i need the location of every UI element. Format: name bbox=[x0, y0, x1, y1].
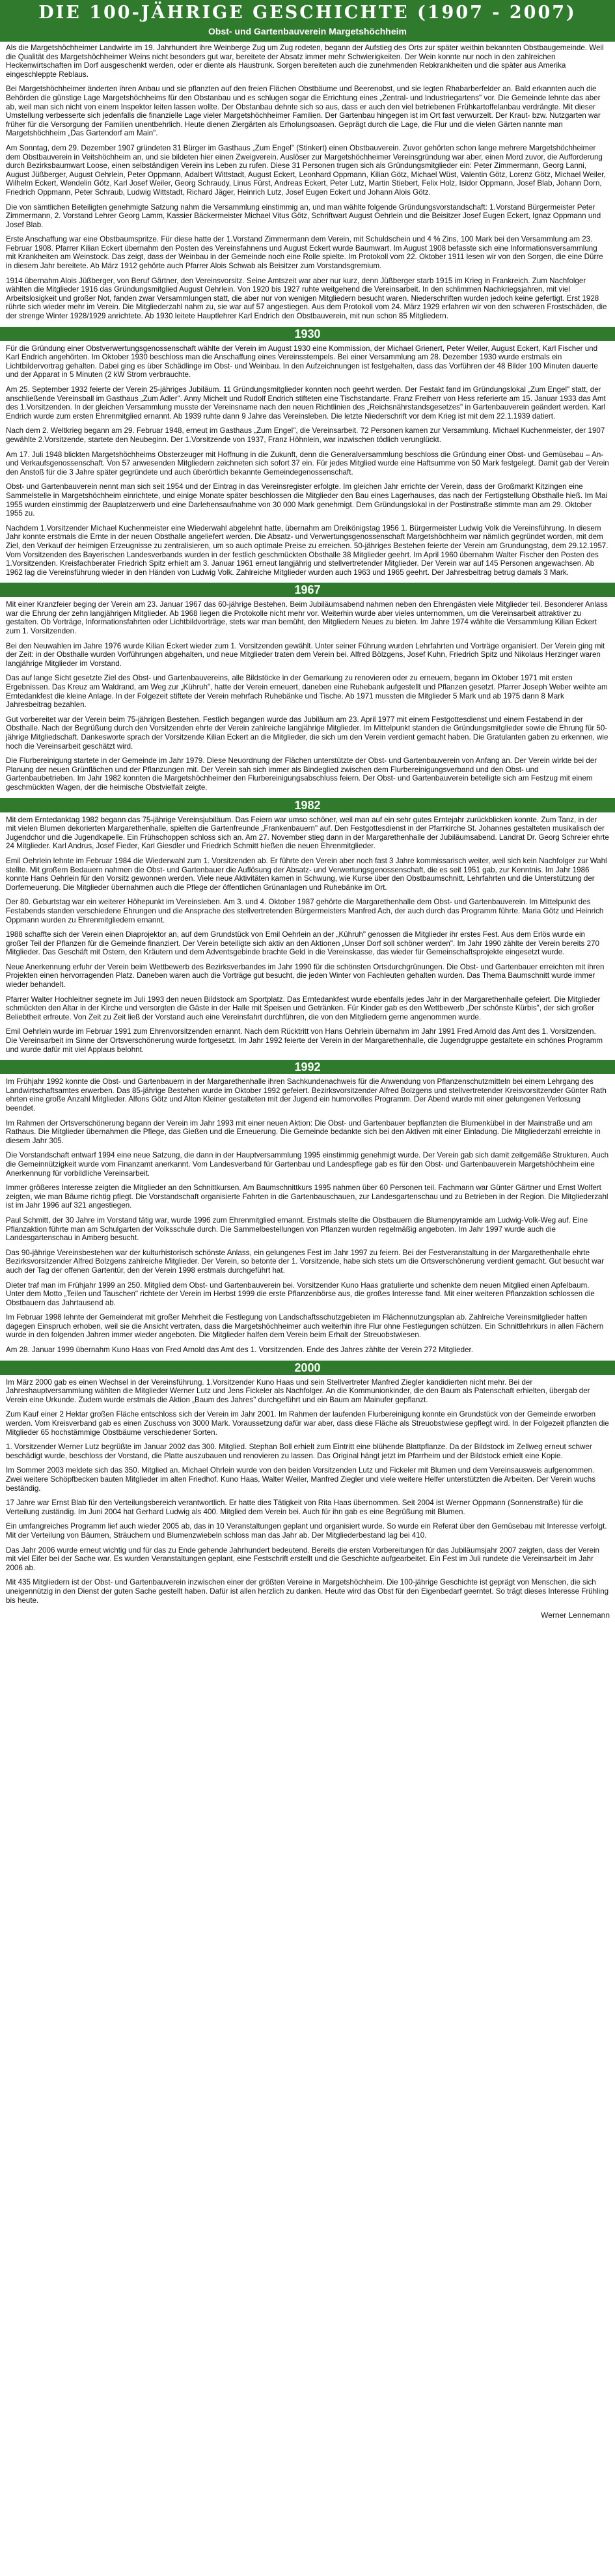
paragraph: Am Sonntag, dem 29. Dezember 1907 gründeten 31 Bürger im Gasthaus „Zum Engel" (Stinkert) einen Obstbauverein. Zuvor gehörten schon lange mehrere Margetshöchheimer dem Obstbauverein in Veitshöchheim an, und sie bildeten hier einen Zweigverein. Auslöser zur Margetshöchheimer Vereinsgründung war aber, einen Mord zuvor, die Aufforderung durch Bezirksbaumwart Loose, einen selbständigen Verein ins Leben zu rufen. Diese 31 Personen trugen sich als Gründungsmitglieder ein: Peter Zimmermann, Georg Lanni, August Jüßberger, August Oehrlein, Peter Oppmann, Adalbert Wittstadt, August Eckert, Leonhard Oppmann, Kilian Götz, Michael Wüst, Valentin Götz, Lorenz Götz, Michael Weiler, Wilhelm Eckert, Wendelin Götz, Karl Josef Weiler, Georg Schraudy, Linus Fürst, Andreas Eckert, Peter Lutz, Martin Stiebert, Felix Holz, Isidor Oppmann, Josef Blab, Johann Dorn, Friedrich Oppmann, Peter Schraub, Ludwig Wittstadt, Richard Jäger, Heinrich Lutz, Josef Eugen Eckert und Johann Alois Götz. bbox=[6, 143, 606, 197]
paragraph: 17 Jahre war Ernst Blab für den Verteilungsbereich verantwortlich. Er hatte dies Tätigkeit von Rita Haas übernommen. Seit 2004 ist Werner Oppmann (Sonnenstraße) für die Verteilung zuständig. Im Juni 2004 hat Gerhard Ludwig als 400. Mitglied dem Verein bei. Auch für ihn gab es eine Begrüßung mit Blumen. bbox=[6, 1499, 583, 1516]
paragraph: Paul Schmitt, der 30 Jahre im Vorstand tätig war, wurde 1996 zum Ehrenmitglied ernannt. Erstmals stellte die Obstbauern die Blumenpyramide am Ludwig-Volk-Weg auf. Eine Pflanzaktion führte man am Schulgarten der Volksschule durch. Die Sammelbestellungen von Pflanzen wurden regelmäßig angeboten. Im Jahr 1997 wurde auch die Landesgartenschau in Amberg besucht. bbox=[6, 1215, 588, 1243]
paragraph: Die von sämtlichen Beteiligten genehmigte Satzung nahm die Versammlung einstimmig an, und man wählte folgende Gründungsvorstandschaft: 1.Vorstand Bürgermeister Peter Zimmermann, 2. Vorstand Lehrer Georg Lamm, Kassier Bäckermeister Michael Vitus Götz, Schriftwart August Oehrlein und die Beisitzer Josef Eugen Eckert, Ignaz Oppmann und Josef Blab. bbox=[6, 202, 601, 229]
year-heading: 1982 bbox=[0, 798, 615, 812]
paragraph: Als die Margetshöchheimer Landwirte im 19. Jahrhundert ihre Weinberge Zug um Zug rodeten, begann der Aufstieg des Orts zur später weithin bekannten Obstbaugemeinde. Weil die Qualität des Margetshöchheimer Weins nicht besonders gut war, bereitete der Absatz immer mehr Schwierigkeiten. Der Wein konnte nur noch in den zahlreichen Heckenwirtschaften im Dorf ausgeschenkt werden, oder er diente als Haustrunk. Sorgen bereiteten auch die zunehmenden Rebkrankheiten und die später aus Amerika eingeschleppte Reblaus. bbox=[6, 44, 604, 79]
header-banner bbox=[0, 0, 615, 42]
paragraph: Das auf lange Sicht gesetzte Ziel des Obst- und Gartenbauvereins, alle Bildstöcke in der Gemarkung zu renovieren oder zu erneuern, begann im Oktober 1971 mit ersten Ergebnissen. Das Kreuz am Waldrand, am Weg zur „Kühruh", hatte der Verein erneuert, daneben eine Ruhebank aufgestellt und Pflanzen gesetzt. Pfarrer Joseph Weber weihte am Erntedankfest die kleine Anlage. In der Folgezeit stiftete der Verein mehrfach Ruhebänke und Tische. Ab 1971 mussten die Mitglieder 5 Mark und ab 1975 dann 8 Mark Jahresbeitrag bezahlen. bbox=[6, 674, 608, 710]
paragraph: 1988 schaffte sich der Verein einen Diaprojektor an, auf dem Grundstück von Emil Oehrlein an der „Kühruh" genossen die Mitglieder ihr erstes Fest. Aus dem Erlös wurde ein großer Teil der Pflanzen für die Gemeinde finanziert. Der Verein beteiligte sich aktiv an den Aktionen „Unser Dorf soll schöner werden". Im Jahr 1990 zählte der Verein bereits 270 Mitglieder. Das Geschäft mit Ostern, den Kräutern und dem Adventsgebinde brachte Geld in die Vereinskasse, das wieder für Gemeinschaftsprojekte eingesetzt wurde. bbox=[6, 930, 599, 957]
year-heading: 2000 bbox=[0, 1361, 615, 1375]
article-body bbox=[0, 42, 615, 1605]
paragraph: Die Flurbereinigung startete in der Gemeinde im Jahr 1979. Diese Neuordnung der Flächen unterstützte der Obst- und Gartenbauverein von Anfang an. Der Verein wirkte bei der Planung der neuen Grünflächen und der Pflanzungen mit. Der Verein sah sich immer als Bindeglied zwischen dem Flurbereinigungsverband und den Obst- und Gartenbaubetrieben. Im Jahr 1982 konnten die Margetshöchheimer den Flurbereinigungsabschluss feiern. Der Obst- und Gartenbauverein beteiligte sich am Festzug mit einem geschmückten Wagen, der die heimische Obstvielfalt zeigte. bbox=[6, 756, 597, 792]
paragraph: Dieter traf man im Frühjahr 1999 an 250. Mitglied dem Obst- und Gartenbauverein bei. Vorsitzender Kuno Haas gratulierte und schenkte dem neuen Mitglied einen Apfelbaum. Unter dem Motto „Teilen und Tauschen" richtete der Verein im Herbst 1999 die erste Pflanzenbörse aus, die großes Interesse fand. Mit einer weiteren Pflanzaktion schlossen die Obstbauern das Jahrtausend ab. bbox=[6, 1281, 595, 1307]
paragraph: Immer größeres Interesse zeigten die Mitglieder an den Schnittkursen. Am Baumschnittkurs 1995 nahmen über 60 Personen teil. Fachmann war Günter Gärtner und Ernst Wolfert zeigten, wie man Bäume richtig pflegt. Die Vorstandschaft organisierte Fahrten in die Gartenbauschauen, zur Landesgartenschau und zu Betrieben in der Region. Die Mitgliederzahl ist im Jahr 1996 auf 321 angestiegen. bbox=[6, 1184, 608, 1210]
paragraph: Ein umfangreiches Programm lief auch wieder 2005 ab, das in 10 Veranstaltungen geplant und organisiert wurde. So wurde ein Referat über den Gemüsebau mit Interesse verfolgt. Mit der Verteilung von Bäumen, Sträuchern und Blumenzwiebeln schloss man das Jahr ab. Der Mitgliederbestand lag bei 410. bbox=[6, 1522, 607, 1540]
paragraph: Pfarrer Walter Hochleitner segnete im Juli 1993 den neuen Bildstock am Sportplatz. Das Erntedankfest wurde ebenfalls jedes Jahr in der Margarethenhalle gefeiert. Die Mitglieder schmückten den Altar in der Kirche und versorgten die Gäste in der Halle mit Speisen und Getränken. Für Kinder gab es den Wettbewerb „Der schönste Kürbis", der sich großer Beliebtheit erfreute. Von Zeit zu Zeit ließ der Vorstand auch eine Vereinsfahrt durchführen, die von den Mitgliedern gerne angenommen wurde. bbox=[6, 995, 601, 1021]
paragraph: Emil Oehrlein wurde im Februar 1991 zum Ehrenvorsitzenden ernannt. Nach dem Rücktritt von Hans Oehrlein übernahm im Jahr 1991 Fred Arnold das Amt des 1. Vorsitzenden. Die Vereinsarbeit im Sinne der Ortsverschönerung wurde fortgesetzt. Im Jahr 1992 feierte der Verein in der Margarethenhalle, die Jugendgruppe gestaltete ein schönes Programm und wurde dafür mit viel Applaus belohnt. bbox=[6, 1027, 603, 1054]
paragraph: Die Vorstandschaft entwarf 1994 eine neue Satzung, die dann in der Hauptversammlung 1995 einstimmig genehmigt wurde. Der Verein gab sich damit zeitgemäße Strukturen. Auch die Gemeinnützigkeit wurde vom Finanzamt anerkannt. Vom Landesverband für Gartenbau und Landespflege gab es für den Obst- und Gartenbauverein Margetshöchheim eine Anerkennung für vorbildliche Vereinsarbeit. bbox=[6, 1151, 609, 1178]
paragraph: Für die Gründung einer Obstverwertungsgenossenschaft wählte der Verein im August 1930 eine Kommission, der Michael Grienert, Peter Weiler, August Eckert, Karl Fischer und Karl Endrich angehörten. Im Oktober 1930 beschloss man die Anschaffung eines Vereinsstempels. Bei einer Versammlung am 28. Dezember 1930 wurde erstmals ein Lichtbildervortrag gehalten. Dabei ging es über Schädlinge im Obst- und Weinbau. In den Aufzeichnungen ist festgehalten, dass das Vorführen der 48 Bilder 100 Minuten dauerte und der Apparat in 5 Minuten (2 kW Strom verbrauchte. bbox=[6, 344, 598, 380]
paragraph: Der 80. Geburtstag war ein weiterer Höhepunkt im Vereinsleben. Am 3. und 4. Oktober 1987 gehörte die Margarethenhalle dem Obst- und Gartenbauverein. Im Mittelpunkt des Festabends standen verschiedene Ehrungen und die Ansprache des stellvertretenden Bürgermeisters Manfred Ach, der auch durch das Programm führte. Maria Götz und Heinrich Oppmann wurden zu Ehrenmitgliedern ernannt. bbox=[6, 898, 604, 924]
paragraph: 1914 übernahm Alois Jüßberger, von Beruf Gärtner, den Vereinsvorsitz. Seine Amtszeit war aber nur kurz, denn Jüßberger starb 1915 im Krieg in Frankreich. Zum Nachfolger wählten die Mitglieder 1916 das Gründungsmitglied August Oehrlein. Von 1920 bis 1927 ruhte weitgehend die Vereinsarbeit. In den schlimmen Nachkriegsjahren, mit viel Arbeitslosigkeit und großer Not, fanden zwar Versammlungen statt, die aber nur von wenigen Mitgliedern besucht waren. Niederschriften wurden jedoch keine gefertigt. Erst 1928 rührte sich wieder mehr im Verein. Die Mitgliederzahl nahm zu, sie war auf 57 angestiegen. Aus dem Protokoll vom 24. März 1929 erfahren wir von den schweren Frostschäden, die der strenge Winter 1928/1929 anrichtete. Ab 1930 leitete Hauptlehrer Karl Endrich den Obstbauverein, mit nun schon 85 Mitgliedern. bbox=[6, 276, 607, 321]
paragraph: Im Rahmen der Ortsverschönerung begann der Verein im Jahr 1993 mit einer neuen Aktion: Die Obst- und Gartenbauer bepflanzten die Blumenkübel in der Mainstraße und am Rathaus. Die Mitglieder übernahmen die Pflege, das Gießen und die Erneuerung. Die Gemeinde bedankte sich bei den Aktiven mit einer Einladung. Die Mitgliederzahl erreichte in diesem Jahr 305. bbox=[6, 1118, 601, 1145]
paragraph: Mit dem Erntedanktag 1982 begann das 75-jährige Vereinsjubiläum. Das Feiern war umso schöner, weil man auf ein sehr gutes Erntejahr zurückblicken konnte. Zum Tanz, in der mit vielen Blumen dekorierten Margarethenhalle, spielten die Gartenfreunde „Frankenbauern" auf. Den Festgottesdienst in der Pfarrkirche St. Johannes gestalteten musikalisch der Jugendchor und die Jugendkapelle. Ein Frühschoppen schloss sich an. Am 27. November stieg dann in der Margarethenhalle der Jubiläumsabend. Landrat Dr. Georg Schreier ehrte 24 Mitglieder. Karl Andrus, Josef Fieder, Karl Giesdler und Friedrich Schmitt hießen die neuen Ehrenmitglieder. bbox=[6, 815, 609, 851]
year-heading: 1992 bbox=[0, 1060, 615, 1074]
paragraph: Das Jahr 2006 wurde erneut wichtig und für das zu Ende gehende Jahrhundert bedeutend. Bereits die ersten Vorbereitungen für das Jubiläumsjahr 2007 zeigten, dass der Verein mit viel Eifer bei der Sache war. Es wurden Veranstaltungen geplant, eine Festschrift erstellt und die Geschichte aufgearbeitet. Ein Fest im Juli rundete die Vereinsarbeit im Jahr 2006 ab. bbox=[6, 1545, 599, 1572]
paragraph: Nach dem 2. Weltkrieg begann am 29. Februar 1948, erneut im Gasthaus „Zum Engel", die Vereinsarbeit. 72 Personen kamen zur Versammlung. Michael Kuchenmeister, der 1907 gewählte 2.Vorsitzende, startete den Neubeginn. Der 1.Vorsitzende von 1937, Franz Höhnlein, war inzwischen tödlich verunglückt. bbox=[6, 426, 605, 444]
paragraph: Im Februar 1998 lehnte der Gemeinderat mit großer Mehrheit die Festlegung von Landschaftsschutzgebieten im Flächennutzungsplan ab. Zahlreiche Vereinsmitglieder hatten dagegen Einspruch erhoben, weil sie die Ansicht vertraten, dass die Margetshöchheimer auch weiterhin ihre Flur ohne Festlegungen schützen. Ein Schnittlehrkurs in allen Fächern wurde in den folgenden Jahren immer wieder angeboten. Die Mitglieder halfen dem Verein beim Erhalt der Streuobstwiesen. bbox=[6, 1313, 604, 1340]
paragraph: 1. Vorsitzender Werner Lutz begrüßte im Januar 2002 das 300. Mitglied. Stephan Boll erhielt zum Eintritt eine blühende Blattpflanze. Da der Bildstock im Zellweg erneut schwer beschädigt wurde, beschloss der Vorstand, die Platte auszubauen und renovieren zu lassen. Das Original hängt jetzt im Pfarrheim und der Bildstock erhielt eine Kopie. bbox=[6, 1443, 592, 1460]
paragraph: Das 90-jährige Vereinsbestehen war der kulturhistorisch schönste Anlass, ein gelungenes Fest im Jahr 1997 zu feiern. Bei der Festveranstaltung in der Margarethenhalle ehrte Bezirksvorsitzender Alfred Bolzgens zahlreiche Mitglieder. Der Verein, so betonte der 1. Vorsitzende, habe sich stets um die Ortsverschönerung verdient gemacht. Gut besucht war auch der Tag der offenen Gartentür, den der Verein 1998 erstmals durchgeführt hat. bbox=[6, 1248, 604, 1275]
paragraph: Neue Anerkennung erfuhr der Verein beim Wettbewerb des Bezirksverbandes im Jahr 1990 für die schönsten Ortsdurchgrünungen. Die Obst- und Gartenbauer erreichten mit ihren Projekten einen hervorragenden Platz. Daneben waren auch die Vorträge gut besucht, die jeden Winter von Fachleuten gehalten wurden. Das Thema Baumschnitt wurde immer wieder behandelt. bbox=[6, 962, 605, 990]
paragraph: Am 25. September 1932 feierte der Verein 25-jähriges Jubiläum. 11 Gründungsmitglieder konnten noch geehrt werden. Der Festakt fand im Gründungslokal „Zum Engel" statt, der anschließende Vereinsball im Gasthaus „Zum Adler". Anny Michelt und Rudolf Endrich stifteten eine Tischstandarte. Franz Freiherr von Hess referierte am 15. Januar 1933 das Amt des 1.Vorsitzenden. In der gleichen Versammlung musste der Vereinsname nach den neuen Richtlinien des „Reichsnährstandsgesetzes" in Gartenbauverein geändert werden. Karl Endrich wurde zum ersten Ehrenmitglied ernannt. Ab 1939 ruhte dann 9 Jahre das Vereinsleben. Die letzte Niederschrift vor dem Krieg ist mit dem 22.1.1939 datiert. bbox=[6, 385, 606, 421]
year-heading: 1930 bbox=[0, 327, 615, 341]
paragraph: Bei Margetshöchheimer änderten ihren Anbau und sie pflanzten auf den freien Flächen Obstbäume und Beerenobst, und sie legten Rhabarberfelder an. Bald erkannten auch die Behörden die günstige Lage Margetshöchheims für den Obstanbau und es schlugen sogar die Errichtung eines „Zentral- und Industriegartens" vor. Die Gemeinde lehnte das aber ab, weil man sich nicht von einem Inspektor leiten lassen wollte. Der Obstanbau dehnte sich so aus, dass er auch den viel betriebenen Frühkartoffelanbau verdrängte. Mit dieser Umstellung verbesserte sich jedenfalls die finanzielle Lage vieler Margetshöchheimer Familien. Der Gartenbau hingegen ist im Ort fast verwurzelt. Der Kraut- bzw. Nutzgarten war früher für die Versorgung der Familien unentbehrlich. Heute dienen Ziergärten als Erholungsoasen. Geprägt durch die Lage, die Flur und die vielen Gärten nannte man Margetshöchheim „Das Gartendorf am Main". bbox=[6, 85, 601, 138]
author-signature: Werner Lennemann bbox=[541, 1611, 610, 1620]
paragraph: Am 17. Juli 1948 blickten Margetshöchheims Obsterzeuger mit Hoffnung in die Zukunft, denn die Generalversammlung beschloss die Gründung einer Obst- und Gemüsebau – An- und Verkaufsgenossenschaft. Von 57 anwesenden Mitgliedern zeichneten sich sofort 37 ein. Für jedes Mitglied wurde eine Haftsumme von 50 Mark festgelegt. Damit gab der Verein den Anstoß für die 3 Jahre später gegründete und auch überörtlich bekannte Gemeindegenossenschaft. bbox=[6, 450, 609, 477]
paragraph: Im März 2000 gab es einen Wechsel in der Vereinsführung. 1.Vorsitzender Kuno Haas und sein Stellvertreter Manfred Ziegler kandidierten nicht mehr. Bei der Jahreshauptversammlung wählten die Mitglieder Werner Lutz und Jens Fickeler als Nachfolger. An die Kommunionkinder, die den Baum als Patenschaft erhielten, übergab der Verein eine Urkunde. Zudem wurde erstmals die Aktion „Baum des Jahres" durchgeführt und ein Baum am Mainufer gepflanzt. bbox=[6, 1378, 590, 1404]
page-title: DIE 100-JÄHRIGE GESCHICHTE (1907 - 2007) bbox=[38, 3, 577, 23]
paragraph: Erste Anschaffung war eine Obstbaumspritze. Für diese hatte der 1.Vorstand Zimmermann dem Verein, mit Schuldschein und 4 % Zins, 100 Mark bei den Versammlung am 23. Februar 1908. Pfarrer Kilian Eckert übernahm den Posten des Vereinsfahnens und August Eckert wurde Baumwart. Im August 1908 befasste sich eine Informationsversammlung mit Krankheiten am Weinstock. Das zeigt, dass der Weinbau in der Gemeinde noch eine Rolle spielte. Im Protokoll vom 22. Oktober 1911 lesen wir von den Sorgen, die eine Dürre in diesem Jahr bereitete. Ab März 1912 gehörte auch Pfarrer Alois Schwab als Beisitzer zum Vorstandsgremium. bbox=[6, 235, 603, 271]
paragraph: Am 28. Januar 1999 übernahm Kuno Haas von Fred Arnold das Amt des 1. Vorsitzenden. Ende des Jahres zählte der Verein 272 Mitglieder. bbox=[6, 1346, 473, 1355]
paragraph: Gut vorbereitet war der Verein beim 75-jährigen Bestehen. Festlich begangen wurde das Jubiläum am 23. April 1977 mit einem Festgottesdienst und einem Festabend in der Obsthalle. Nach der Begrüßung durch den Vorsitzenden ehrte der Verein zahlreiche langjährige Mitglieder. Im Mittelpunkt standen die Gründungsmitglieder sowie die Ehrung für 50-jährige Mitgliedschaft. Dankesworte sprach der Vorsitzende Kilian Eckert an die Mitglieder, die sich um den Verein verdient gemacht haben. Die Gratulanten gaben zu erkennen, wie hoch die Vereinsarbeit geschätzt wird. bbox=[6, 715, 608, 751]
year-heading: 1967 bbox=[0, 583, 615, 597]
paragraph: Mit einer Kranzfeier beging der Verein am 23. Januar 1967 das 60-jährige Bestehen. Beim Jubiläumsabend nahmen neben den Ehrengästen viele Mitglieder teil. Besonderer Anlass war die Ehrung der zehn langjährigen Mitglieder. Ab 1968 liegen die Protokolle nicht mehr vor. Weiterhin wurde aber vieles unternommen, um die Vereinsarbeit attraktiver zu gestalten. Ob Vorträge, Informationsfahrten oder Lichtbildvorträge, stets war man bemüht, den Mitgliedern Neues zu bieten. Im Jahre 1974 wählte die Versammlung Kilian Eckert zum 1. Vorsitzenden. bbox=[6, 600, 608, 636]
paragraph: Emil Oehrlein lehnte im Februar 1984 die Wiederwahl zum 1. Vorsitzenden ab. Er führte den Verein aber noch fast 3 Jahre kommissarisch weiter, weil sich kein Nachfolger zur Wahl stellte. Mit großem Bedauern nahmen die Obst- und Gartenbauer die Auflösung der Absatz- und Verwertungsgenossenschaft, die es seit 1951 gab, zur Kenntnis. Im Jahr 1986 konnte Hans Oehrlein für den Vorsitz gewonnen werden. Viele neue Aktivitäten kamen in Schwung, wie Kurse über den Obstbaumschnitt, Lehrfahrten und die Unterstützung der Dorferneuerung. Die Mitglieder übernahmen auch die Pflege der öffentlichen Grünanlagen und Ruhebänke im Ort. bbox=[6, 856, 607, 892]
paragraph: Obst- und Gartenbauverein nennt man sich seit 1954 und der Eintrag in das Vereinsregister erfolgte. Im gleichen Jahr errichte der Verein, dass der Großmarkt Kitzingen eine Sammelstelle in Margetshöchheim einrichtete, und einige Monate später beschlossen die Mitglieder den Bau eines Lagerhauses, das nach der Fertigstellung Obsthalle hieß. Im Mai 1955 wurden einstimmig der Bauplatzerwerb und eine Darlehensaufnahme von 30 000 Mark genehmigt. Dem Gründungslokal in der Postinstraße stimmte man am 29. Oktober 1955 zu. bbox=[6, 482, 608, 518]
page-subtitle: Obst- und Gartenbauverein Margetshöchheim bbox=[208, 26, 407, 36]
paragraph: Im Frühjahr 1992 konnte die Obst- und Gartenbauern in der Margarethenhalle ihren Sachkundenachweis für die Anwendung von Pflanzenschutzmitteln bei einem Lehrgang des Landwirtschaftsamtes erwerben. Das 85-jährige Bestehen wurde im Oktober 1992 gefeiert. Bezirksvorsitzender Alfred Bolzgens und stellvertretender Kreisvorsitzender Günter Rath ehrten eine große Anzahl Mitglieder. Alfons Götz und Alton Kleiner gestalteten mit der Jugend ein humorvolles Programm. Der Abend wurde mit einer gelungenen Verlosung beendet. bbox=[6, 1077, 607, 1113]
paragraph: Im Sommer 2003 meldete sich das 350. Mitglied an. Michael Ohrlein wurde von den beiden Vorsitzenden Lutz und Fickeler mit Blumen und dem Vereinsausweis aufgenommen. Zwei weitere Schöpfbecken bauten Mitglieder im alten Friedhof. Kuno Haas, Walter Weiler, Manfred Ziegler und viele weitere Helfer unterstützten die Arbeiten. Der Verein wuchs beständig. bbox=[6, 1466, 596, 1493]
paragraph: Bei den Neuwahlen im Jahre 1976 wurde Kilian Eckert wieder zum 1. Vorsitzenden gewählt. Unter seiner Führung wurden Lehrfahrten und Vorträge organisiert. Der Verein ging mit der Zeit: in der Obsthalle wurden Vorführungen abgehalten, und neue Mitglieder traten dem Verein bei. Alfred Bölzgens, Josef Kuhn, Friedrich Spitz und Nikolaus Herzinger waren langjährige Mitglieder im Vorstand. bbox=[6, 641, 605, 668]
paragraph: Nachdem 1.Vorsitzender Michael Kuchenmeister eine Wiederwahl abgelehnt hatte, übernahm am Dreikönigstag 1956 1. Bürgermeister Ludwig Volk die Vereinsführung. In diesem Jahr konnte erstmals die Ernte in der neuen Obsthalle angeliefert werden. Die Absatz- und Verwertungsgenossenschaft Margetshöchheim war nämlich gegründet worden, mit dem Ziel, den Verkauf der heimigen Erzeugnisse zu zentralisieren, um so auch optimale Preise zu erreichen. 50-jähriges Bestehen feierte der Verein am Grundungstag, dem 29.12.1957. Vom Vorsitzenden des Bayerischen Landesverbands wurden in der festlich geschmückten Obsthalle 38 Mitglieder geehrt. Im April 1960 übernahm Walter Fischer den Posten des 1.Vorsitzenden. Kreisfachberater Friedrich Spitz erhielt am 3. Januar 1961 erneut langjährig und stellvertretender Mitglieder. Der Verein war auf 145 Personen angewachsen. Ab 1962 lag die Vereinsführung wieder in den Händen von Ludwig Volk. Zahlreiche Mitglieder wurden auch 1963 und 1965 geehrt. Der Jahresbeitrag betrug damals 3 Mark. bbox=[6, 523, 608, 577]
paragraph: Zum Kauf einer 2 Hektar großen Fläche entschloss sich der Verein im Jahr 2001. Im Rahmen der laufenden Flurbereinigung konnte ein Grundstück von der Gemeinde erworben werden. Vom Kreisverband gab es einen Zuschuss von 3000 Mark. Voraussetzung dafür war aber, dass diese Fläche als Streuobstwiese gepflegt wird. In der Folgezeit pflanzten die Mitglieder 65 hochstämmige Obstbäume verschiedener Sorten. bbox=[6, 1410, 609, 1437]
paragraph: Mit 435 Mitgliedern ist der Obst- und Gartenbauverein inzwischen einer der größten Vereine in Margetshöchheim. Die 100-jährige Geschichte ist geprägt von Menschen, die sich uneigennützig in den Dienst der guten Sache gestellt haben. Dafür ist allen herzlich zu danken. Heute wird das Obst für den Eigenbedarf geerntet. So trägt dieses Interesse Frühling bis heute. bbox=[6, 1578, 609, 1605]
